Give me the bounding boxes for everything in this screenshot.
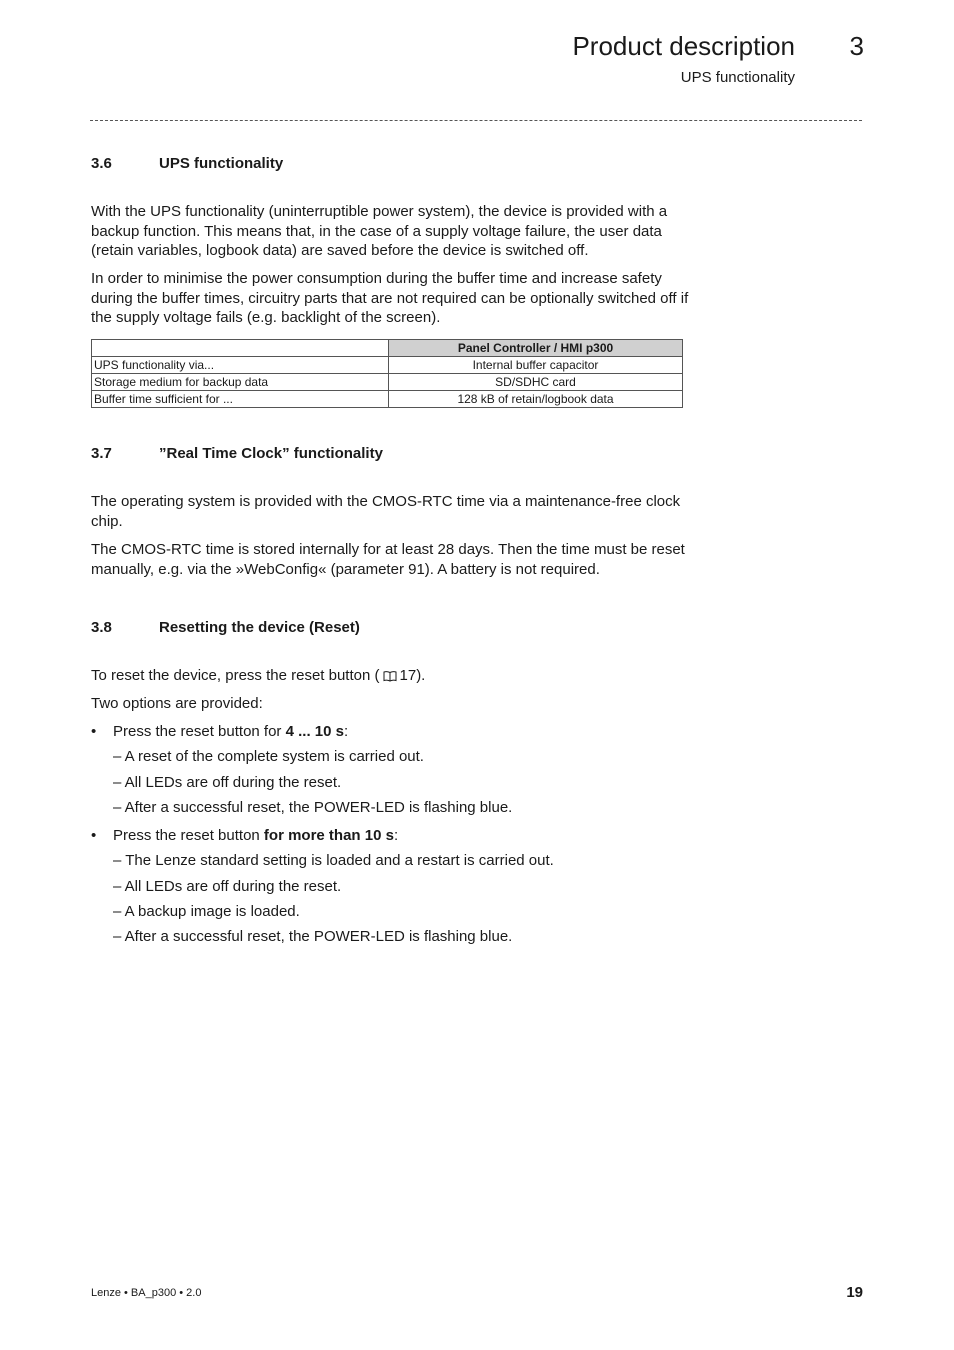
chapter-title: Product description (572, 31, 795, 61)
sub-item: – All LEDs are off during the reset. (113, 878, 342, 895)
sub-item: – A reset of the complete system is carried out. (113, 748, 424, 765)
section-number: 3.6 (91, 155, 112, 172)
paragraph: With the UPS functionality (uninterruptible power system), the device is provided with a backup function. This means that, in the case of a supply voltage failure, the user data (retain variables, logbook data) are saved before the device is switched off. (91, 203, 668, 259)
page-number: 19 (846, 1284, 863, 1301)
text: ). (416, 667, 426, 684)
sub-item: – After a successful reset, the POWER-LED is flashing blue. (113, 799, 513, 816)
text: To reset the device, press the reset button ( (91, 667, 380, 684)
paragraph: The operating system is provided with the CMOS-RTC time via a maintenance-free clock chip. (91, 493, 681, 530)
table-cell-label: UPS functionality via... (92, 357, 389, 374)
table-cell-label: Buffer time sufficient for ... (92, 391, 389, 408)
sub-item: – The Lenze standard setting is loaded and a restart is carried out. (113, 852, 554, 869)
section-title: ”Real Time Clock” functionality (159, 445, 383, 462)
ups-spec-table (91, 339, 683, 408)
book-icon (383, 668, 397, 688)
table-header-cell: Panel Controller / HMI p300 (389, 340, 683, 357)
table-row (92, 374, 683, 391)
table-header-row (92, 340, 683, 357)
header-divider (90, 120, 862, 121)
section-title: Resetting the device (Reset) (159, 619, 360, 636)
section-number: 3.8 (91, 619, 112, 636)
paragraph: Two options are provided: (91, 695, 263, 712)
section-number: 3.7 (91, 445, 112, 462)
bold-duration: 4 ... 10 s (285, 723, 344, 740)
section-subtitle: UPS functionality (680, 69, 795, 86)
sub-item: – A backup image is loaded. (113, 903, 300, 920)
table-cell-value: 128 kB of retain/logbook data (389, 391, 683, 408)
paragraph: The CMOS-RTC time is stored internally for at least 28 days. Then the time must be reset manually, e.g. via the »WebConfig« (parameter 91). A battery is not required. (91, 541, 685, 578)
sub-item: – After a successful reset, the POWER-LED is flashing blue. (113, 928, 513, 945)
table-row (92, 357, 683, 374)
footer-document-info: Lenze • BA_p300 • 2.0 (91, 1287, 202, 1299)
table-cell-label: Storage medium for backup data (92, 374, 389, 391)
sub-item: – All LEDs are off during the reset. (113, 774, 342, 791)
chapter-number: 3 (849, 31, 864, 61)
page-reference-link[interactable]: 17 (399, 667, 417, 684)
section-title: UPS functionality (159, 155, 284, 172)
bullet-marker: • (91, 827, 97, 844)
paragraph-reset-ref (91, 666, 691, 688)
table-cell-value: SD/SDHC card (389, 374, 683, 391)
paragraph: In order to minimise the power consumption during the buffer time and increase safety during the buffer times, circuitry parts that are not required can be optionally switched off if the supply voltage fails (e.g. backlight of the screen). (91, 270, 689, 326)
table-cell-value: Internal buffer capacitor (389, 357, 683, 374)
table-row (92, 391, 683, 408)
bold-duration: for more than 10 s (263, 827, 394, 844)
table-header-empty (92, 340, 389, 357)
bullet-marker: • (91, 723, 97, 740)
